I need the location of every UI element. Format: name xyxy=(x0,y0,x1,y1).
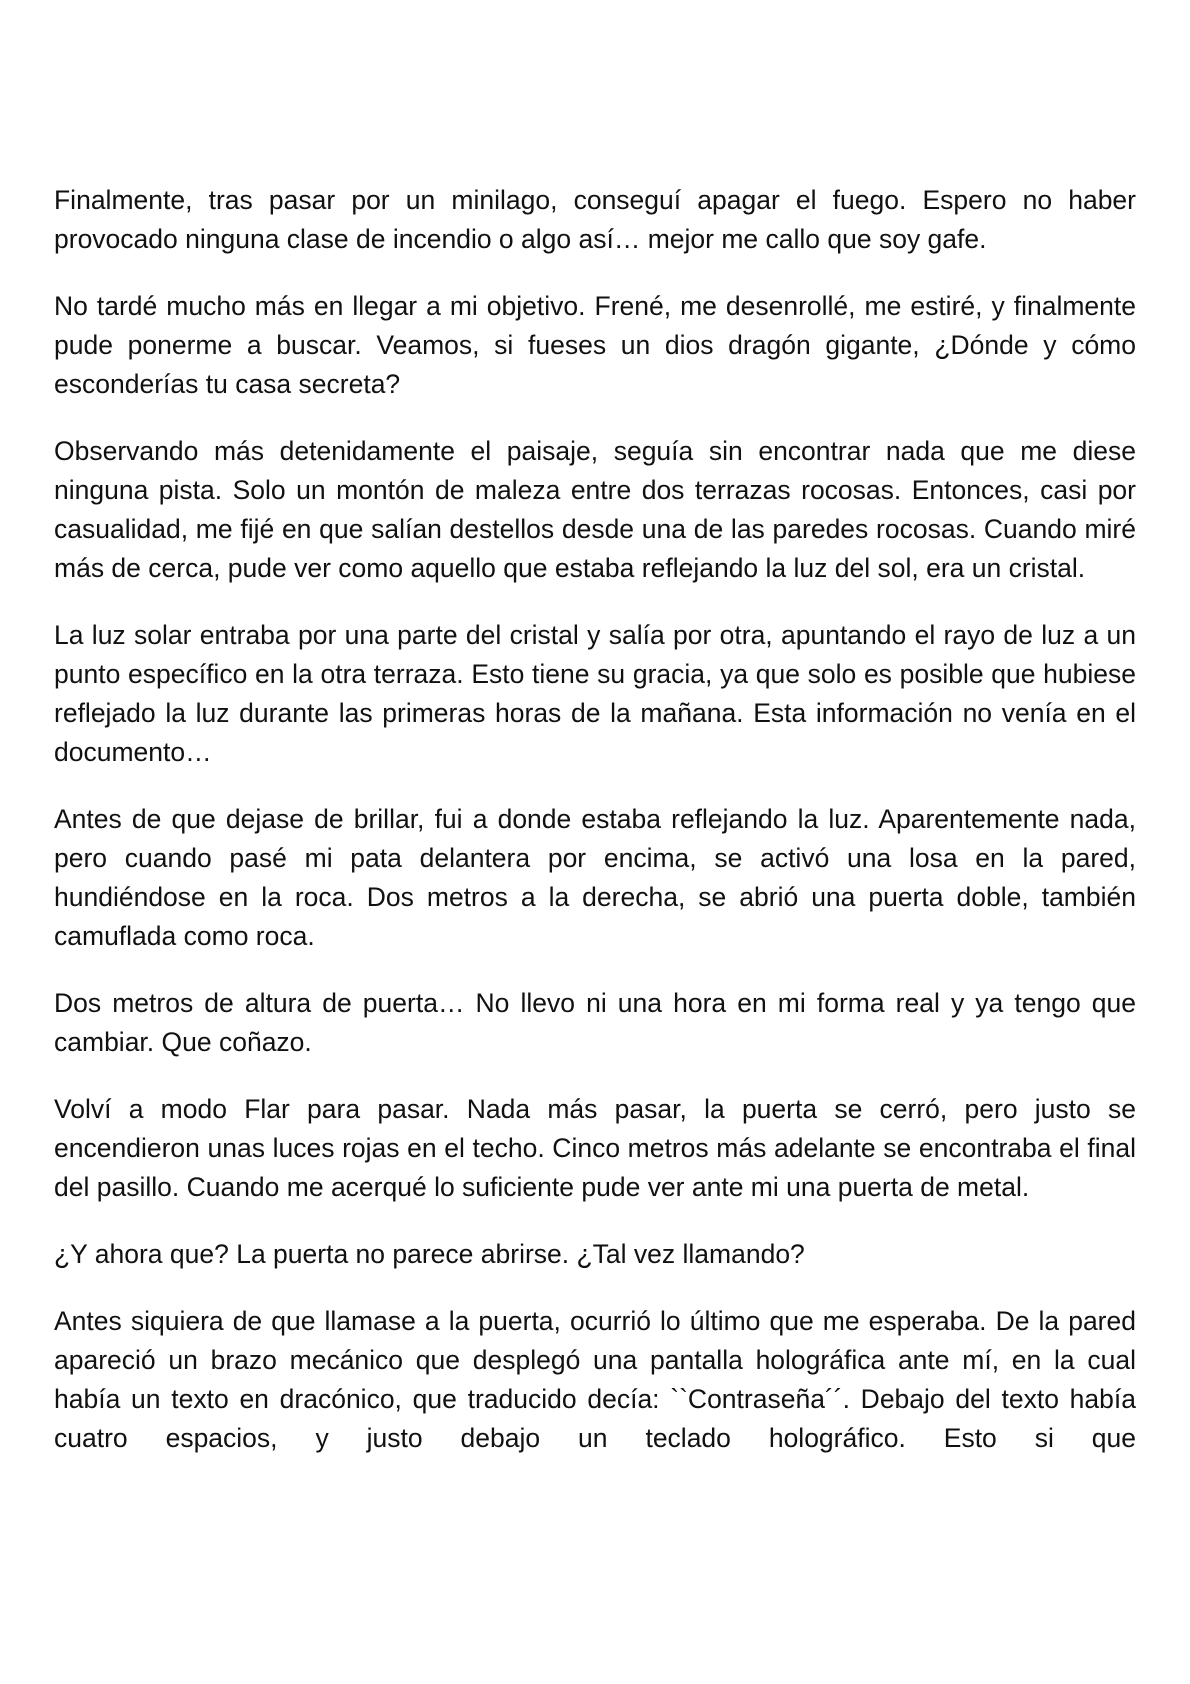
paragraph-9: Antes siquiera de que llamase a la puerta, ocurrió lo último que me esperaba. De la pared apareció un brazo mecánico que desplegó una pantalla holográfica ante mí, en la cual había un texto en dracónico, que traducido decía: ``Contraseña´´. Debajo del texto había cuatro espacios, y justo debajo un teclado holográfico. Esto si que xyxy=(54,1306,1136,1453)
document-page xyxy=(54,181,1136,1458)
paragraph-4: La luz solar entraba por una parte del cristal y salía por otra, apuntando el rayo de luz a un punto específico en la otra terraza. Esto tiene su gracia, ya que solo es posible que hubiese reflejado la luz durante las primeras horas de la mañana. Esta información no venía en el documento… xyxy=(54,620,1136,767)
paragraph-1: Finalmente, tras pasar por un minilago, conseguí apagar el fuego. Espero no haber provocado ninguna clase de incendio o algo así… mejor me callo que soy gafe. xyxy=(54,185,1136,254)
paragraph-2: No tardé mucho más en llegar a mi objetivo. Frené, me desenrollé, me estiré, y finalmente pude ponerme a buscar. Veamos, si fueses un dios dragón gigante, ¿Dónde y cómo esconderías tu casa secreta? xyxy=(54,291,1136,399)
paragraph-5: Antes de que dejase de brillar, fui a donde estaba reflejando la luz. Aparentemente nada, pero cuando pasé mi pata delantera por encima, se activó una losa en la pared, hundiéndose en la roca. Dos metros a la derecha, se abrió una puerta doble, también camuflada como roca. xyxy=(54,804,1136,951)
paragraph-6: Dos metros de altura de puerta… No llevo ni una hora en mi forma real y ya tengo que cambiar. Que coñazo. xyxy=(54,988,1136,1057)
paragraph-8: ¿Y ahora que? La puerta no parece abrirse. ¿Tal vez llamando? xyxy=(54,1239,805,1269)
paragraph-7: Volví a modo Flar para pasar. Nada más pasar, la puerta se cerró, pero justo se encendieron unas luces rojas en el techo. Cinco metros más adelante se encontraba el final del pasillo. Cuando me acerqué lo suficiente pude ver ante mi una puerta de metal. xyxy=(54,1094,1136,1202)
paragraph-3: Observando más detenidamente el paisaje, seguía sin encontrar nada que me diese ninguna pista. Solo un montón de maleza entre dos terrazas rocosas. Entonces, casi por casualidad, me fijé en que salían destellos desde una de las paredes rocosas. Cuando miré más de cerca, pude ver como aquello que estaba reflejando la luz del sol, era un cristal. xyxy=(54,436,1136,583)
